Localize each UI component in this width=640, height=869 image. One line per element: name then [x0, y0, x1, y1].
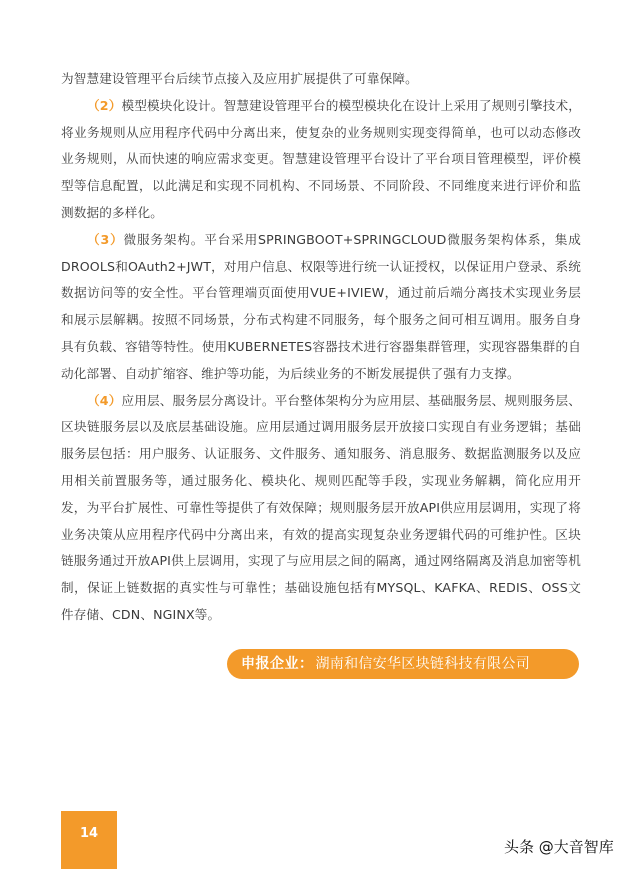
page-number: 14 [79, 826, 99, 841]
paragraph-model-modular: （2）模型模块化设计。智慧建设管理平台的模型模块化在设计上采用了规则引擎技术，将业务规则从应用程序代码中分离出来，使复杂的业务规则实现变得简单，也可以动态修改业务规则，从而快速的响应需求变更。智慧建设管理平台设计了平台项目管理模型，评价模型等信息配置，以此满足和实现不同机构、不同场景、不同阶段、不同维度来进行评价和监测数据的多样化。 [61, 97, 581, 220]
item-number: （4） [87, 392, 122, 408]
item-number: （2） [87, 97, 122, 113]
company-label: 申报企业： [241, 656, 314, 672]
paragraph-continuation: 为智慧建设管理平台后续节点接入及应用扩展提供了可靠保障。 [61, 71, 418, 86]
item-number: （3） [87, 231, 124, 247]
company-name: 湖南和信安华区块链科技有限公司 [315, 656, 530, 672]
paragraph-layer-separation: （4）应用层、服务层分离设计。平台整体架构分为应用层、基础服务层、规则服务层、区块链服务层以及底层基础设施。应用层通过调用服务层开放接口实现自有业务逻辑；基础服务层包括：用户服务、认证服务、文件服务、通知服务、消息服务、数据监测服务以及应用相关前置服务等，通过服务化、模块化、规则匹配等手段，实现业务解耦，简化应用开发，为平台扩展性、可靠性等提供了有效保障；规则服务层开放API供应用层调用，实现了将业务决策从应用程序代码中分离出来，有效的提高实现复杂业务逻辑代码的可维护性。区块链服务通过开放API供上层调用，实现了与应用层之间的隔离，通过网络隔离及消息加密等机制，保证上链数据的真实性与可靠性；基础设施包括有MYSQL、KAFKA、REDIS、OSS文件存储、CDN、NGINX等。 [61, 392, 581, 622]
page-number-box [61, 811, 117, 869]
document-body [61, 66, 581, 629]
paragraph-microservice: （3）微服务架构。平台采用SPRINGBOOT+SPRINGCLOUD微服务架构体系，集成DROOLS和OAuth2+JWT，对用户信息、权限等进行统一认证授权，以保证用户登录、系统数据访问等的安全性。平台管理端页面使用VUE+IVIEW，通过前后端分离技术实现业务层和展示层解耦。按照不同场景，分布式构建不同服务，每个服务之间可相互调用。服务自身具有负载、容错等特性。使用KUBERNETES容器技术进行容器集群管理，实现容器集群的自动化部署、自动扩缩容、维护等功能，为后续业务的不断发展提供了强有力支撑。 [61, 231, 581, 381]
watermark: 头条 @大音智库 [504, 838, 614, 856]
company-banner [227, 649, 579, 679]
